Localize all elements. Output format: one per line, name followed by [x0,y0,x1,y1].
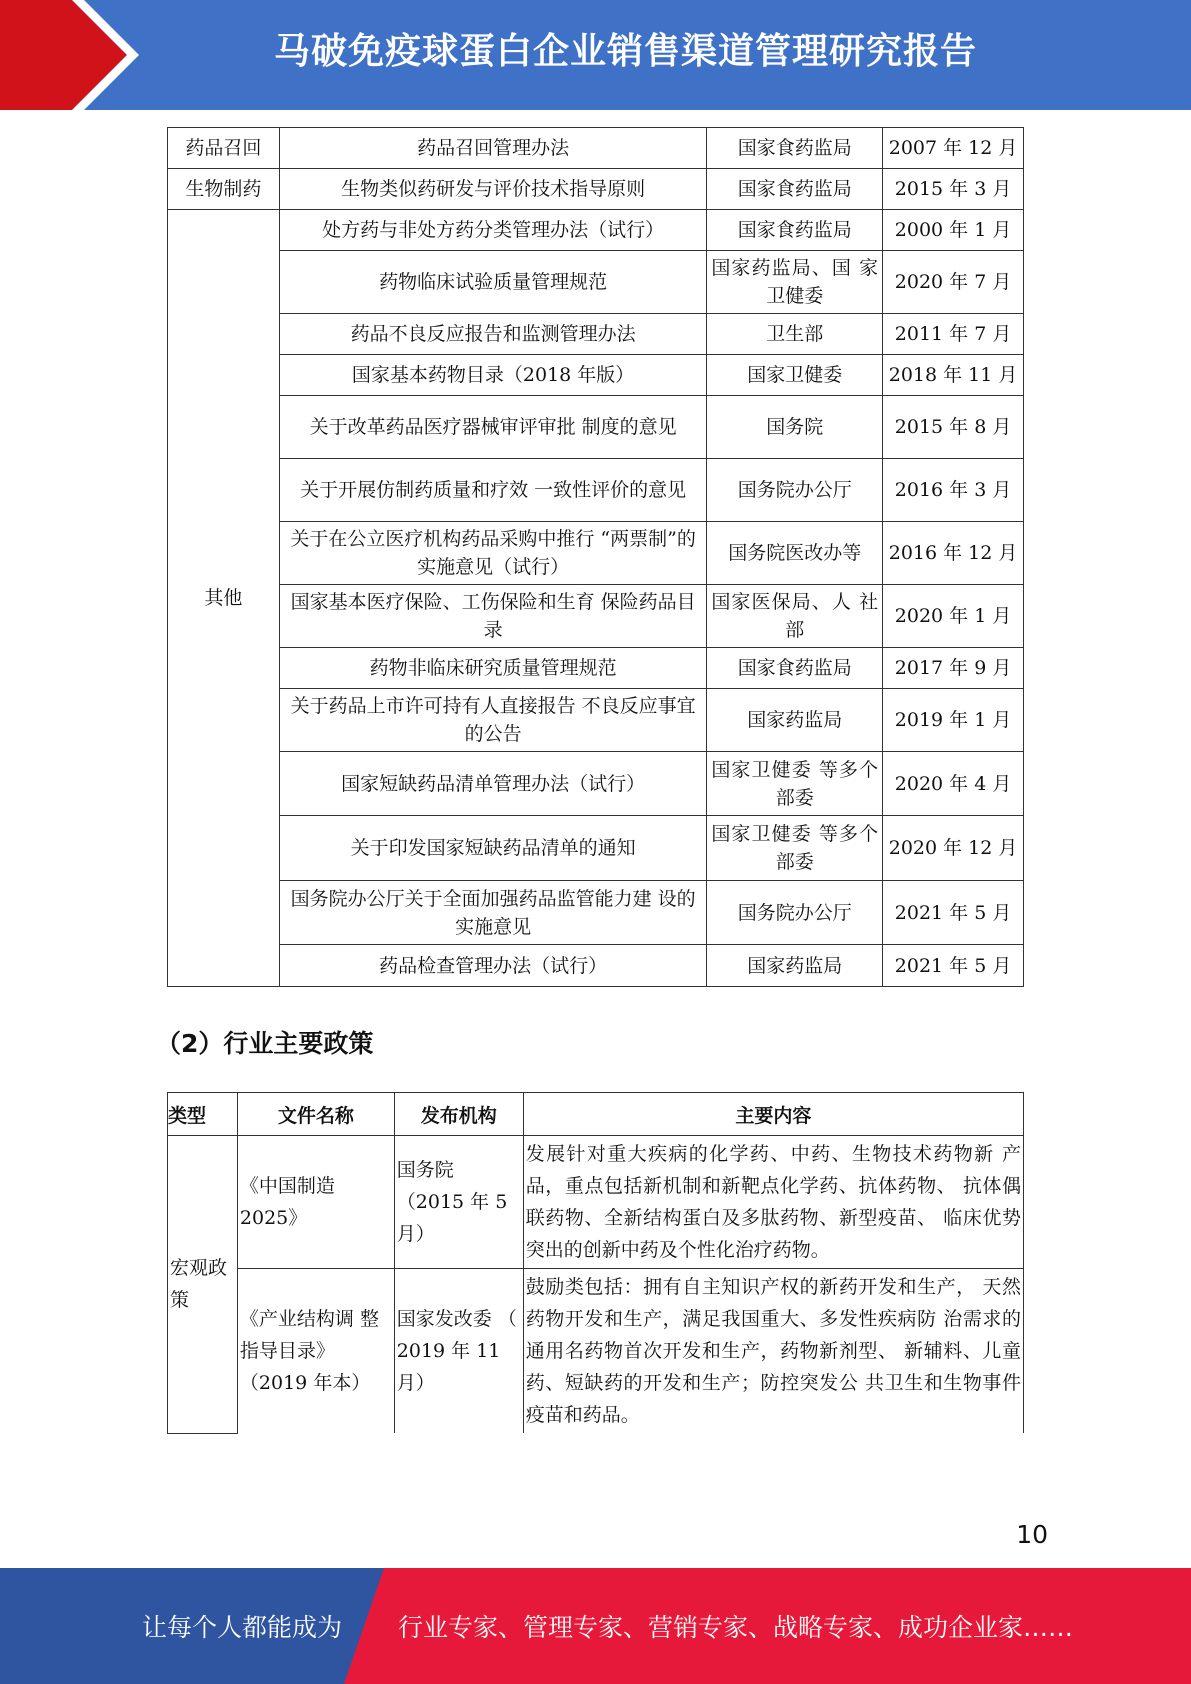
category-cell: 其他 [168,210,280,987]
footer-slogan-left: 让每个人都能成为 [142,1613,343,1642]
date-cell: 2020 年 7 月 [883,251,1024,314]
regulation-name-cell: 生物类似药研发与评价技术指导原则 [279,169,706,210]
issuer-cell: 国家卫健委 等多个部委 [707,816,883,881]
issuer-cell: 国家药监局 [707,689,883,752]
issuer-cell: 国家药监局、国 家卫健委 [707,251,883,314]
table-row [168,648,1024,689]
column-header-type: 类型 [168,1093,238,1136]
issuer-cell: 国家食药监局 [707,648,883,689]
date-cell: 2020 年 4 月 [883,752,1024,816]
table-row [168,689,1024,752]
regulation-name-cell: 关于药品上市许可持有人直接报告 不良反应事宜的公告 [279,689,706,752]
date-cell: 2007 年 12 月 [883,128,1024,169]
issuer-cell: 国家食药监局 [707,128,883,169]
table-row [168,169,1024,210]
regulation-name-cell: 国务院办公厅关于全面加强药品监管能力建 设的实施意见 [279,881,706,945]
issuer-cell: 国务院 [707,396,883,459]
table-row [168,314,1024,355]
header-chevron-icon [0,0,150,110]
regulation-name-cell: 处方药与非处方药分类管理办法（试行） [279,210,706,251]
category-cell: 生物制药 [168,169,280,210]
date-cell: 2019 年 1 月 [883,689,1024,752]
issuer-cell: 国家食药监局 [707,169,883,210]
table-row [168,210,1024,251]
policy-issuer-cell: 国家发改委 （ 2019 年 11 月） [394,1269,523,1434]
regulation-name-cell: 关于改革药品医疗器械审评审批 制度的意见 [279,396,706,459]
table-row [168,459,1024,522]
table-row [168,251,1024,314]
page-number: 10 [1016,1520,1048,1549]
table-row [168,355,1024,396]
date-cell: 2011 年 7 月 [883,314,1024,355]
table-row [168,585,1024,648]
page-header [0,0,1191,110]
issuer-cell: 国务院医改办等 [707,522,883,585]
regulation-name-cell: 药物临床试验质量管理规范 [279,251,706,314]
date-cell: 2020 年 1 月 [883,585,1024,648]
regulation-name-cell: 关于在公立医疗机构药品采购中推行 “两票制”的实施意见（试行） [279,522,706,585]
regulation-name-cell: 药品召回管理办法 [279,128,706,169]
table-row [168,396,1024,459]
page-footer [0,1568,1191,1684]
issuer-cell: 国家卫健委 等多个部委 [707,752,883,816]
date-cell: 2021 年 5 月 [883,945,1024,987]
regulation-name-cell: 药品检查管理办法（试行） [279,945,706,987]
table-row [168,945,1024,987]
policy-table [167,1092,1024,1434]
category-cell: 药品召回 [168,128,280,169]
regulation-table [167,127,1024,987]
regulation-name-cell: 国家短缺药品清单管理办法（试行） [279,752,706,816]
issuer-cell: 国家卫健委 [707,355,883,396]
regulation-name-cell: 药品不良反应报告和监测管理办法 [279,314,706,355]
table-row [168,1136,1024,1269]
regulation-name-cell: 国家基本药物目录（2018 年版） [279,355,706,396]
column-header-name: 文件名称 [237,1093,394,1136]
policy-name-cell: 《中国制造 2025》 [237,1136,394,1269]
table-row [168,881,1024,945]
footer-slogan-right: 行业专家、管理专家、营销专家、战略专家、成功企业家…… [398,1613,1074,1642]
table-row [168,752,1024,816]
table-header-row [168,1093,1024,1136]
regulation-name-cell: 药物非临床研究质量管理规范 [279,648,706,689]
policy-type-cell: 宏观政策 [168,1136,238,1434]
issuer-cell: 国务院办公厅 [707,881,883,945]
section-heading: （2）行业主要政策 [156,1029,374,1058]
issuer-cell: 卫生部 [707,314,883,355]
issuer-cell: 国务院办公厅 [707,459,883,522]
issuer-cell: 国家食药监局 [707,210,883,251]
regulation-name-cell: 国家基本医疗保险、工伤保险和生育 保险药品目录 [279,585,706,648]
table-row [168,128,1024,169]
policy-content-cell: 发展针对重大疾病的化学药、中药、生物技术药物新 产品，重点包括新机制和新靶点化学药、抗体药物、 抗体偶联药物、全新结构蛋白及多肽药物、新型疫苗、 临床优势突出的创新中药及个性化治疗药物。 [523,1136,1023,1269]
policy-content-cell: 鼓励类包括：拥有自主知识产权的新药开发和生产， 天然药物开发和生产，满足我国重大、多发性疾病防 治需求的通用名药物首次开发和生产，药物新剂型、 新辅料、儿童药、短缺药的开发和生产；防控突发公 共卫生和生物事件疫苗和药品。 [523,1269,1023,1434]
issuer-cell: 国家医保局、人 社部 [707,585,883,648]
table-row [168,1269,1024,1434]
date-cell: 2017 年 9 月 [883,648,1024,689]
issuer-cell: 国家药监局 [707,945,883,987]
date-cell: 2021 年 5 月 [883,881,1024,945]
date-cell: 2000 年 1 月 [883,210,1024,251]
date-cell: 2016 年 3 月 [883,459,1024,522]
date-cell: 2018 年 11 月 [883,355,1024,396]
page-title: 马破免疫球蛋白企业销售渠道管理研究报告 [273,31,977,72]
table-row [168,522,1024,585]
date-cell: 2020 年 12 月 [883,816,1024,881]
table-row [168,816,1024,881]
date-cell: 2015 年 3 月 [883,169,1024,210]
policy-name-cell: 《产业结构调 整指导目录》（2019 年本） [237,1269,394,1434]
date-cell: 2016 年 12 月 [883,522,1024,585]
column-header-content: 主要内容 [523,1093,1023,1136]
regulation-name-cell: 关于印发国家短缺药品清单的通知 [279,816,706,881]
policy-issuer-cell: 国务院 （2015 年 5 月） [394,1136,523,1269]
date-cell: 2015 年 8 月 [883,396,1024,459]
column-header-issuer: 发布机构 [394,1093,523,1136]
regulation-name-cell: 关于开展仿制药质量和疗效 一致性评价的意见 [279,459,706,522]
